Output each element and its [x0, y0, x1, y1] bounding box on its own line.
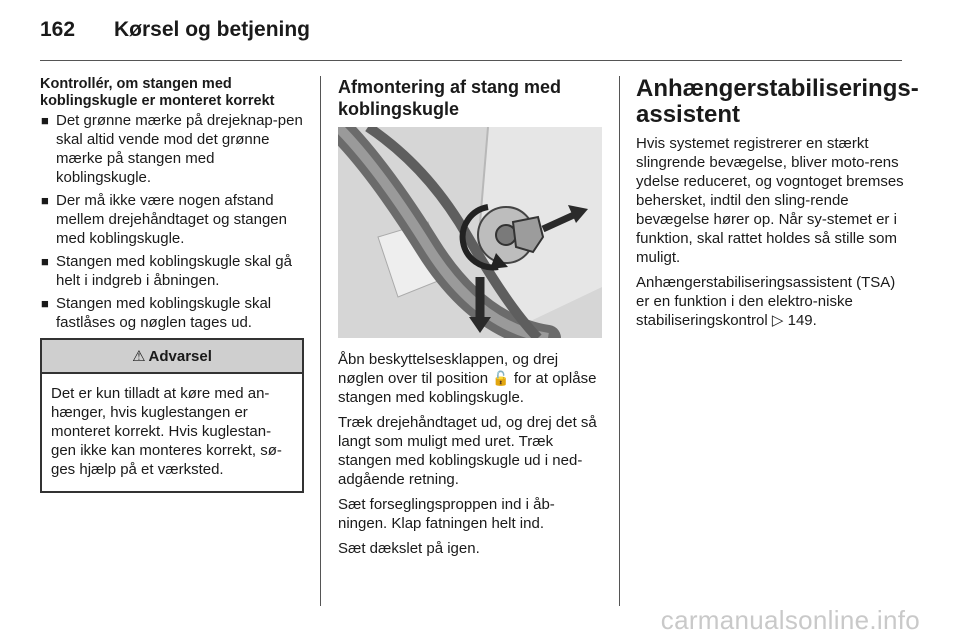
warning-text: Det er kun tilladt at køre med an-hænger, hvis kuglestangen er monteret korrekt. Hvis kuglestan-gen ikke kan monteres korrekt, sø-ges hjælp på et værksted. — [51, 385, 282, 478]
paragraph: Træk drejehåndtaget ud, og drej det så langt som muligt med uret. Træk stangen med koblingskugle ud i ned-adgående retning. — [338, 414, 597, 488]
warning-header — [42, 340, 302, 374]
column-left — [40, 76, 304, 493]
page-header — [40, 18, 310, 48]
column-divider-1 — [320, 76, 321, 606]
column-middle — [338, 76, 602, 564]
towbar-removal-illustration — [338, 127, 602, 338]
check-mounting-subheading: Kontrollér, om stangen med koblingskugle er monteret korrekt — [40, 76, 275, 109]
list-item: ■ Stangen med koblingskugle skal fastlåses og nøglen tages ud. — [41, 295, 272, 331]
removal-heading: Afmontering af stang med koblingskugle — [338, 77, 562, 119]
unlocked-padlock-icon: 🔓 — [492, 370, 510, 386]
page-number: 162 — [40, 18, 76, 41]
warning-label: Advarsel — [148, 347, 212, 365]
page-reference-link[interactable]: 149. — [787, 312, 817, 329]
square-bullet-icon: ■ — [41, 254, 49, 269]
page-reference-arrow-icon: ▷ — [771, 312, 784, 329]
square-bullet-icon: ■ — [41, 193, 49, 208]
paragraph: Åbn beskyttelsesklappen, og drej nøglen over til position 🔓 for at oplåse stangen med koblingskugle. — [338, 351, 597, 406]
paragraph: Sæt forseglingsproppen ind i åb-ningen. Klap fatningen helt ind. — [338, 496, 555, 532]
paragraph: Hvis systemet registrerer en stærkt slingrende bevægelse, bliver moto-rens ydelse reduceret, og vogntoget bremses behersket, indtil den sling-rende bevægelse hører op. Når sy-stemet er i funktion, skal rattet holdes så stille som muligt. — [636, 135, 904, 266]
check-list — [40, 111, 304, 332]
header-divider — [40, 60, 902, 61]
trailer-stability-heading: Anhængerstabiliserings-assistent — [636, 75, 919, 128]
square-bullet-icon: ■ — [41, 113, 49, 128]
list-item: ■ Stangen med koblingskugle skal gå helt i indgreb i åbningen. — [41, 253, 292, 289]
warning-box — [40, 338, 304, 493]
warning-triangle-icon: ⚠ — [132, 348, 146, 365]
column-divider-2 — [619, 76, 620, 606]
paragraph: Sæt dækslet på igen. — [338, 540, 480, 557]
list-item: ■ Der må ikke være nogen afstand mellem drejehåndtaget og stangen med koblingskugle. — [41, 192, 287, 247]
watermark: carmanualsonline.info — [660, 605, 920, 635]
list-item: ■ Det grønne mærke på drejeknap-pen skal altid vende mod det grønne mærke på stangen med koblingskugle. — [41, 112, 303, 186]
column-right — [636, 75, 919, 336]
paragraph: Anhængerstabiliseringsassistent (TSA) er en funktion i den elektro-niske stabiliseringskontrol ▷ 149. — [636, 274, 896, 329]
page-title: Kørsel og betjening — [114, 18, 311, 41]
square-bullet-icon: ■ — [41, 296, 49, 311]
